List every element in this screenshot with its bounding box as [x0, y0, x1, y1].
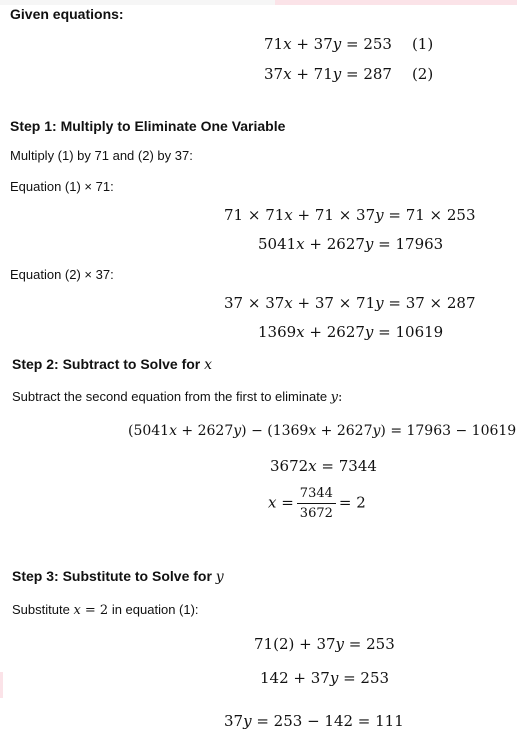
top-bar-right: [275, 0, 517, 5]
given-heading: Given equations:: [10, 6, 124, 22]
step2-fraction: [297, 486, 336, 521]
edge-mark: [0, 672, 3, 698]
step3-intro-prefix: Substitute: [12, 602, 74, 617]
given-equation-2-body: 37𝑥 + 71𝑦 = 287: [264, 65, 392, 83]
step1-equation-a-line1: 71 × 71𝑥 + 71 × 37𝑦 = 71 × 253: [224, 206, 476, 224]
given-equation-1: [264, 35, 433, 53]
step3-line1: 71(2) + 37𝑦 = 253: [254, 635, 395, 653]
step1-heading: Step 1: Multiply to Eliminate One Variable: [10, 118, 286, 134]
step3-line2: 142 + 37𝑦 = 253: [260, 669, 390, 687]
step2-line3: [268, 486, 366, 521]
step1-equation-a-label: Equation (1) × 71:: [10, 179, 114, 194]
step2-fraction-numerator: 7344: [297, 486, 336, 504]
top-bar-left: [0, 0, 275, 5]
step1-equation-b-line1: 37 × 37𝑥 + 37 × 71𝑦 = 37 × 287: [224, 294, 476, 312]
step2-heading: [12, 356, 212, 373]
given-equation-1-body: 71𝑥 + 37𝑦 = 253: [264, 35, 392, 53]
top-bar: [0, 0, 517, 5]
step3-heading: [12, 568, 224, 585]
step2-heading-text: Step 2: Subtract to Solve for: [12, 356, 205, 372]
step2-line2: 3672𝑥 = 7344: [270, 457, 377, 475]
step2-intro-variable: 𝑦:: [330, 390, 343, 405]
step1-equation-a-line2: 5041𝑥 + 2627𝑦 = 17963: [258, 235, 444, 253]
step2-line3-lhs: 𝑥 =: [268, 493, 294, 512]
step2-line1: (5041𝑥 + 2627𝑦) − (1369𝑥 + 2627𝑦) = 17963 − 10619: [128, 423, 517, 439]
step1-equation-b-line2: 1369𝑥 + 2627𝑦 = 10619: [258, 323, 444, 341]
step1-equation-b-label: Equation (2) × 37:: [10, 267, 114, 282]
step2-fraction-denominator: 3672: [299, 506, 333, 521]
step3-intro: [12, 602, 199, 618]
step3-line3: 37𝑦 = 253 − 142 = 111: [224, 712, 404, 730]
given-equation-2: [264, 65, 433, 83]
step3-heading-text: Step 3: Substitute to Solve for: [12, 568, 216, 584]
step3-intro-suffix: in equation (1):: [108, 602, 199, 617]
step2-heading-variable: 𝑥: [204, 357, 213, 373]
step3-intro-math: 𝑥 = 2: [73, 603, 109, 618]
step2-intro-text: Subtract the second equation from the first to eliminate: [12, 389, 331, 404]
step2-intro: [12, 389, 342, 405]
step3-heading-variable: 𝑦: [215, 569, 224, 585]
given-equation-2-tag: (2): [411, 65, 434, 83]
step2-line3-rhs: = 2: [338, 493, 366, 512]
step1-intro: Multiply (1) by 71 and (2) by 37:: [10, 148, 193, 163]
given-equation-1-tag: (1): [411, 35, 434, 53]
